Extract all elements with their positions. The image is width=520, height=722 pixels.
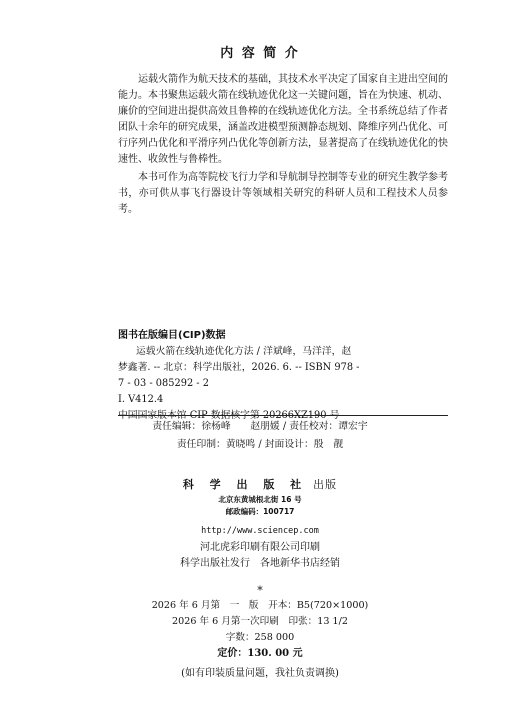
abstract-paragraph-1: 运载火箭作为航天技术的基础，其技术水平决定了国家自主进出空间的能力。本书聚焦运载火箭在线轨迹优化这一关键问题，旨在为快速、机动、廉价的空间进出提供高效且鲁棒的在线轨迹优化方法。全书系统总结了作者团队十余年的研究成果，涵盖改进模型预测静态规划、降维序列凸优化、可行序列凸优化和平滑序列凸优化等创新方法，显著提高了在线轨迹优化的快速性、收敛性与鲁棒性。 [118,74,448,165]
page-title: 内 容 简 介 [220,46,300,61]
printer-line: 河北虎彩印刷有限公司印刷 [200,542,320,553]
editorial-credits [0,418,520,454]
credits-line: 责任印制：黄晓鸣 / 封面设计：殷 靓 [176,439,344,450]
publisher-address: 北京东黄城根北街 16 号 [218,495,302,504]
distribution-line: 科学出版社发行 各地新华书店经销 [180,558,340,569]
cip-line: 中国国家版本馆 CIP 数据核字第 20266XZ190 号 [118,410,340,421]
edition-line: 2026 年 6 月第一次印刷 印张：13 1/2 [172,616,348,627]
cip-heading: 图书在版编目(CIP)数据 [118,330,226,341]
cip-data-block [118,328,448,424]
cip-line: 运载火箭在线轨迹优化方法 / 洋斌峰，马洋洋，赵 [136,346,352,357]
divider-rule [118,415,448,416]
publication-info [0,476,520,682]
price-line [0,646,520,662]
abstract-section [118,72,448,220]
separator-star: * [257,584,263,597]
credits-line: 责任编辑：徐杨峰 赵朋媛 / 责任校对：谭宏宇 [152,421,368,432]
cip-line: 梦鑫著. -- 北京：科学出版社，2026. 6. -- ISBN 978 - [118,362,360,373]
price-label: 定价： [217,648,248,659]
quality-note: (如有印装质量问题，我社负责调换) [181,668,339,679]
publisher-postcode: 邮政编码：100717 [225,507,295,516]
cip-line: 7 - 03 - 085292 - 2 [118,378,209,389]
price-value: 130. 00 元 [247,648,303,659]
publisher-url: http://www.sciencep.com [201,526,319,536]
cip-line: Ⅰ. V412.4 [118,394,164,405]
publisher-suffix: 出版 [313,478,338,491]
abstract-paragraph-2: 本书可作为高等院校飞行力学和导航制导控制等专业的研究生教学参考书，亦可供从事飞行器设计等领域相关研究的科研人员和工程技术人员参考。 [118,172,448,215]
edition-line: 2026 年 6 月第 一 版 开本：B5(720×1000) [151,600,369,611]
publisher-name [0,476,520,494]
publisher-name-text: 科 学 出 版 社 [182,478,308,491]
edition-line: 字数：258 000 [225,632,295,643]
